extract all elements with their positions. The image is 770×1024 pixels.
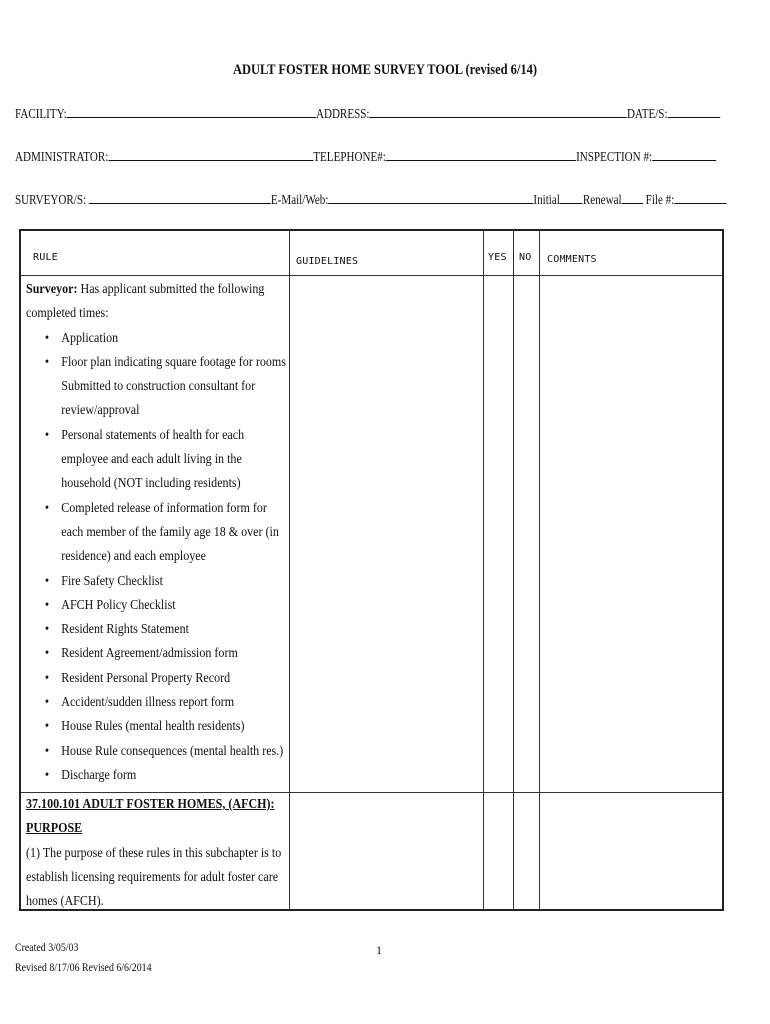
list-item: • House Rule consequences (mental health res.) [26, 740, 288, 764]
telephone-label: TELEPHONE#: [313, 149, 386, 164]
dates-label: DATE/S: [626, 106, 668, 121]
dates-field[interactable] [668, 106, 720, 118]
surveyor-label: Surveyor: [26, 282, 78, 297]
surveyor-question: Has applicant submitted the following completed times: [26, 282, 265, 322]
address-field[interactable] [369, 106, 626, 118]
column-divider [289, 231, 290, 909]
list-item: • AFCH Policy Checklist [26, 594, 288, 618]
rule-cell-surveyor-checklist [26, 278, 288, 788]
renewal-field[interactable] [622, 192, 643, 204]
column-header-yes: YES [488, 252, 507, 263]
facility-label: FACILITY: [15, 106, 67, 121]
initial-label: Initial [533, 192, 560, 207]
list-item: • Discharge form [26, 764, 288, 788]
column-header-guidelines: GUIDELINES [296, 256, 359, 267]
list-item: • Resident Rights Statement [26, 618, 288, 642]
surveyors-label: SURVEYOR/S: [15, 192, 87, 207]
file-label: File #: [645, 192, 675, 207]
survey-table [19, 229, 724, 911]
list-item: • Floor plan indicating square footage for rooms Submitted to construction consultant for review/approval [26, 351, 288, 424]
list-item: • Personal statements of health for each employee and each adult living in the household (NOT including residents) [26, 424, 288, 497]
email-web-label: E-Mail/Web: [270, 192, 329, 207]
administrator-label: ADMINISTRATOR: [15, 149, 109, 164]
list-item: • Completed release of information form for each member of the family age 18 & over (in residence) and each employee [26, 497, 288, 570]
header-divider [21, 275, 722, 276]
list-item: • Fire Safety Checklist [26, 570, 288, 594]
list-item: • Application [26, 327, 288, 351]
header-line-administrator [15, 149, 653, 165]
inspection-label: INSPECTION #: [576, 149, 653, 164]
administrator-field[interactable] [108, 149, 313, 161]
document-title: ADULT FOSTER HOME SURVEY TOOL (revised 6/14) [233, 62, 537, 78]
header-line-surveyors [15, 192, 675, 208]
file-field[interactable] [674, 192, 726, 204]
column-divider [513, 231, 514, 909]
list-item: • House Rules (mental health residents) [26, 715, 288, 739]
telephone-field[interactable] [386, 149, 576, 161]
inspection-field[interactable] [652, 149, 716, 161]
revised-dates: Revised 8/17/06 Revised 6/6/2014 [15, 962, 152, 974]
column-header-comments: COMMENTS [547, 254, 597, 265]
required-documents-list [26, 327, 288, 789]
section-text: (1) The purpose of these rules in this subchapter is to establish licensing requirements for adult foster care homes (AFCH). [26, 845, 282, 910]
facility-field[interactable] [67, 106, 316, 118]
column-divider [539, 231, 540, 909]
column-header-rule: RULE [33, 252, 58, 263]
created-date: Created 3/05/03 [15, 942, 79, 954]
header-line-facility [15, 106, 668, 122]
email-web-field[interactable] [328, 192, 533, 204]
list-item: • Resident Personal Property Record [26, 667, 288, 691]
list-item: • Resident Agreement/admission form [26, 642, 288, 666]
column-header-no: NO [519, 252, 532, 263]
address-label: ADDRESS: [315, 106, 370, 121]
page-number: 1 [376, 943, 382, 957]
initial-field[interactable] [560, 192, 583, 204]
section-title: 37.100.101 ADULT FOSTER HOMES, (AFCH): PURPOSE [26, 797, 275, 837]
column-divider [483, 231, 484, 909]
list-item: • Accident/sudden illness report form [26, 691, 288, 715]
surveyor-intro [26, 278, 288, 327]
surveyors-field[interactable] [89, 192, 271, 204]
rule-cell-purpose [26, 793, 288, 914]
footer-dates [15, 938, 152, 978]
renewal-label: Renewal [582, 192, 622, 207]
